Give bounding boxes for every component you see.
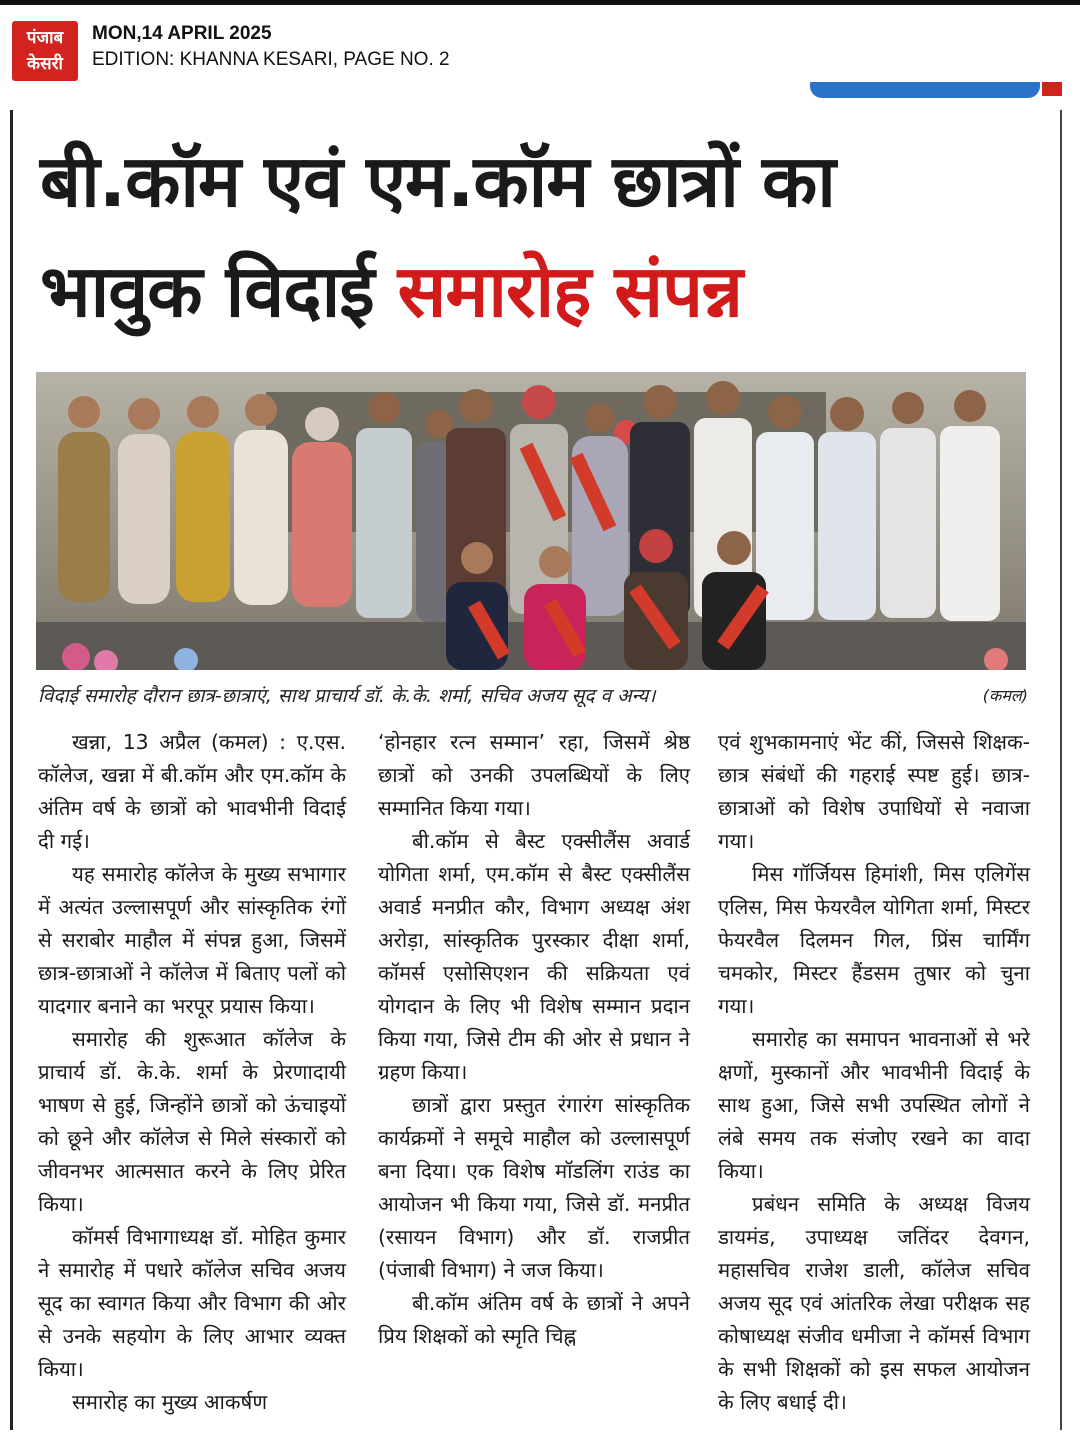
- paragraph: छात्रों द्वारा प्रस्तुत रंगारंग सांस्कृतिक कार्यक्रमों ने समूचे माहौल को उल्लासपूर्ण बना दिया। एक विशेष मॉडलिंग राउंड का आयोजन भी किया गया, जिसे डॉ. मनप्रीत (रसायन विभाग) और डॉ. राजप्रीत (पंजाबी विभाग) ने जज किया।: [378, 1093, 690, 1282]
- paragraph: समारोह की शुरूआत कॉलेज के प्राचार्य डॉ. के.के. शर्मा के प्रेरणादायी भाषण से हुई, जिन्होंने छात्रों को ऊंचाइयों को छूने और कॉलेज से मिले संस्कारों को जीवनभर आत्मसात करने के लिए प्रेरित किया।: [38, 1027, 346, 1216]
- headline: [40, 126, 1040, 346]
- clipping-header: [0, 5, 1080, 90]
- cropped-masthead-fragment: [780, 82, 1080, 98]
- logo-line-2: केसरी: [27, 54, 63, 74]
- article-column-1: [38, 726, 346, 1419]
- logo-line-1: पंजाब: [26, 28, 64, 48]
- photo-caption: [38, 682, 1028, 708]
- group-photo-illustration: [36, 372, 1026, 670]
- paragraph: बी.कॉम अंतिम वर्ष के छात्रों ने अपने प्रिय शिक्षकों को स्मृति चिह्न: [378, 1291, 690, 1348]
- paragraph: मिस गॉर्जियस हिमांशी, मिस एलिगेंस एलिस, मिस फेयरवैल योगिता शर्मा, मिस्टर फेयरवैल दिलमन गिल, प्रिंस चार्मिंग चमकोर, मिस्टर हैंडसम तुषार को चुना गया।: [718, 862, 1030, 1018]
- article-column-2: [378, 726, 690, 1353]
- photo-credit: (कमल): [982, 686, 1028, 705]
- paragraph: बी.कॉम से बैस्ट एक्सीलैंस अवार्ड योगिता शर्मा, एम.कॉम से बैस्ट एक्सीलैंस अवार्ड मनप्रीत कौर, विभाग अध्यक्ष अंश अरोड़ा, सांस्कृतिक पुरस्कार दीक्षा शर्मा, कॉमर्स एसोसिएशन की सक्रियता एवं योगदान के लिए भी विशेष सम्मान प्रदान किया गया, जिसे टीम की ओर से प्रधान ने ग्रहण किया।: [378, 829, 690, 1084]
- paragraph: ‘होनहार रत्न सम्मान’ रहा, जिसमें श्रेष्ठ छात्रों को उनकी उपलब्धियों के लिए सम्मानित किया गया।: [378, 730, 690, 820]
- headline-red-part: समारोह संपन्न: [397, 249, 743, 333]
- left-column-rule: [10, 110, 13, 1430]
- right-column-rule: [1060, 110, 1062, 1430]
- paragraph: यह समारोह कॉलेज के मुख्य सभागार में अत्यंत उल्लासपूर्ण और सांस्कृतिक रंगों से सराबोर माहौल में संपन्न हुआ, जिसमें छात्र-छात्राओं ने कॉलेज में बिताए पलों को यादगार बनाने का भरपूर प्रयास किया।: [38, 862, 346, 1018]
- paragraph: कॉमर्स विभागाध्यक्ष डॉ. मोहित कुमार ने समारोह में पधारे कॉलेज सचिव अजय सूद का स्वागत किया और विभाग की ओर से उनके सहयोग के लिए आभार व्यक्त किया।: [38, 1225, 346, 1381]
- headline-black-part: भावुक विदाई: [40, 249, 374, 333]
- paragraph: समारोह का समापन भावनाओं से भरे क्षणों, मुस्कानों और भावभीनी विदाई के साथ हुआ, जिसे सभी उपस्थित लोगों ने लंबे समय तक संजोए रखने का वादा किया।: [718, 1027, 1030, 1183]
- punjab-kesari-logo: [12, 21, 78, 81]
- paragraph: प्रबंधन समिति के अध्यक्ष विजय डायमंड, उपाध्यक्ष जतिंदर देवगन, महासचिव राजेश डाली, कॉलेज सचिव अजय सूद एवं आंतरिक लेखा परीक्षक सह कोषाध्यक्ष संजीव धमीजा ने कॉमर्स विभाग के सभी शिक्षकों को इस सफल आयोजन के लिए बधाई दी।: [718, 1192, 1030, 1414]
- article-column-3: [718, 726, 1030, 1419]
- edition-line: EDITION: KHANNA KESARI, PAGE NO. 2: [92, 49, 450, 70]
- paragraph: खन्ना, 13 अप्रैल (कमल) : ए.एस. कॉलेज, खन्ना में बी.कॉम और एम.कॉम के अंतिम वर्ष के छात्रों को भावभीनी विदाई दी गई।: [38, 730, 346, 853]
- edition-info: [92, 21, 450, 73]
- group-photo: [36, 372, 1026, 670]
- headline-line-1: बी.कॉम एवं एम.कॉम छात्रों का: [40, 139, 835, 223]
- caption-text: विदाई समारोह दौरान छात्र-छात्राएं, साथ प्राचार्य डॉ. के.के. शर्मा, सचिव अजय सूद व अन्य।: [38, 685, 656, 707]
- paragraph: समारोह का मुख्य आकर्षण: [72, 1390, 268, 1414]
- headline-line-2: [40, 236, 1040, 346]
- paragraph: एवं शुभकामनाएं भेंट कीं, जिससे शिक्षक-छात्र संबंधों की गहराई स्पष्ट हुई। छात्र-छात्राओं को विशेष उपाधियों से नवाजा गया।: [718, 730, 1030, 853]
- publication-date: MON,14 APRIL 2025: [92, 23, 272, 44]
